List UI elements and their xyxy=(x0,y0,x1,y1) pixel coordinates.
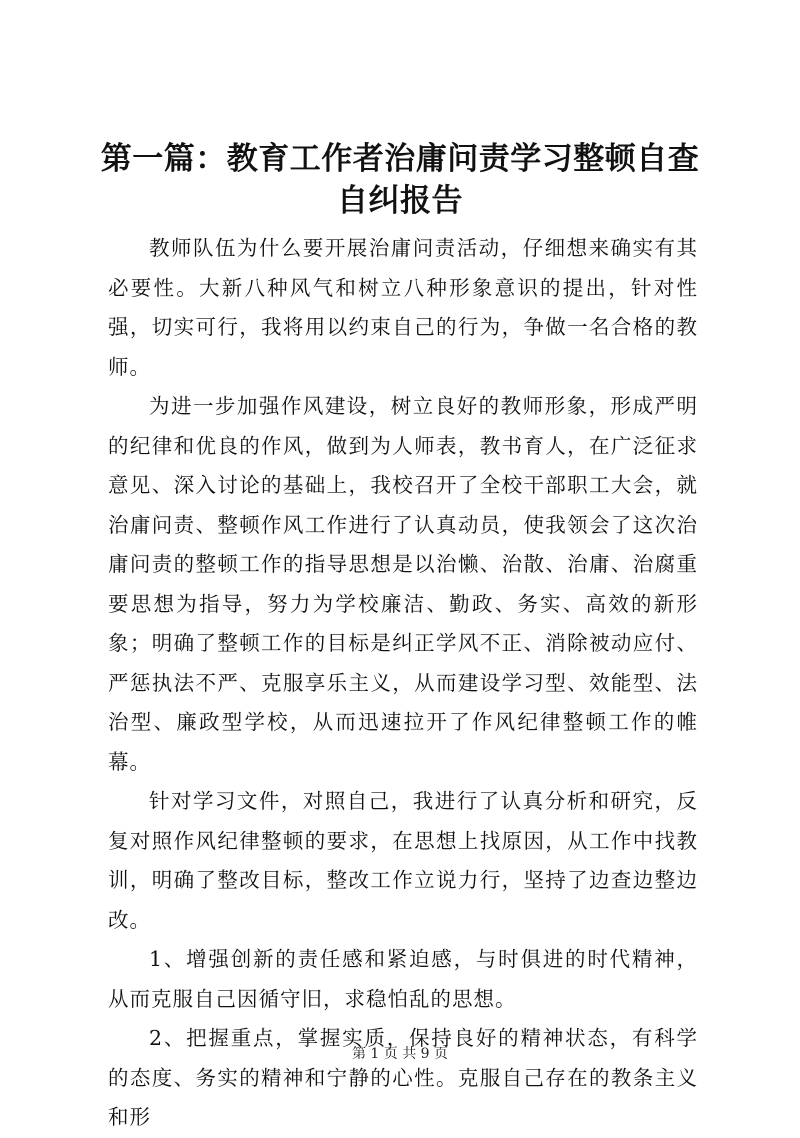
paragraph-2: 为进一步加强作风建设，树立良好的教师形象，形成严明的纪律和优良的作风，做到为人师表，教书育人，在广泛征求意见、深入讨论的基础上，我校召开了全校干部职工大会，就治庸问责、整顿作风工作进行了认真动员，使我领会了这次治庸问责的整顿工作的指导思想是以治懒、治散、治庸、治腐重要思想为指导，努力为学校廉洁、勤政、务实、高效的新形象；明确了整顿工作的目标是纠正学风不正、消除被动应付、严惩执法不严、克服享乐主义，从而建设学习型、效能型、法治型、廉政型学校，从而迅速拉开了作风纪律整顿工作的帷幕。 xyxy=(108,394,698,774)
paragraph-3: 针对学习文件，对照自己，我进行了认真分析和研究，反复对照作风纪律整顿的要求，在思想上找原因，从工作中找教训，明确了整改目标，整改工作立说力行，坚持了边查边整边改。 xyxy=(108,789,698,932)
paragraph-5: 2、把握重点，掌握实质，保持良好的精神状态，有科学的态度、务实的精神和宁静的心性。克服自己存在的教条主义和形 xyxy=(108,1026,698,1129)
paragraph-4: 1、增强创新的责任感和紧迫感，与时俱进的时代精神，从而克服自己因循守旧，求稳怕乱的思想。 xyxy=(108,947,698,1011)
page-number-footer: 第 1 页 共 9 页 xyxy=(351,1046,449,1062)
paragraph-1: 教师队伍为什么要开展治庸问责活动，仔细想来确实有其必要性。大新八种风气和树立八种形象意识的提出，针对性强，切实可行，我将用以约束自己的行为，争做一名合格的教师。 xyxy=(108,236,698,379)
document-body xyxy=(108,229,698,1138)
document-title: 第一篇：教育工作者治庸问责学习整顿自查自纠报告 xyxy=(100,141,700,219)
